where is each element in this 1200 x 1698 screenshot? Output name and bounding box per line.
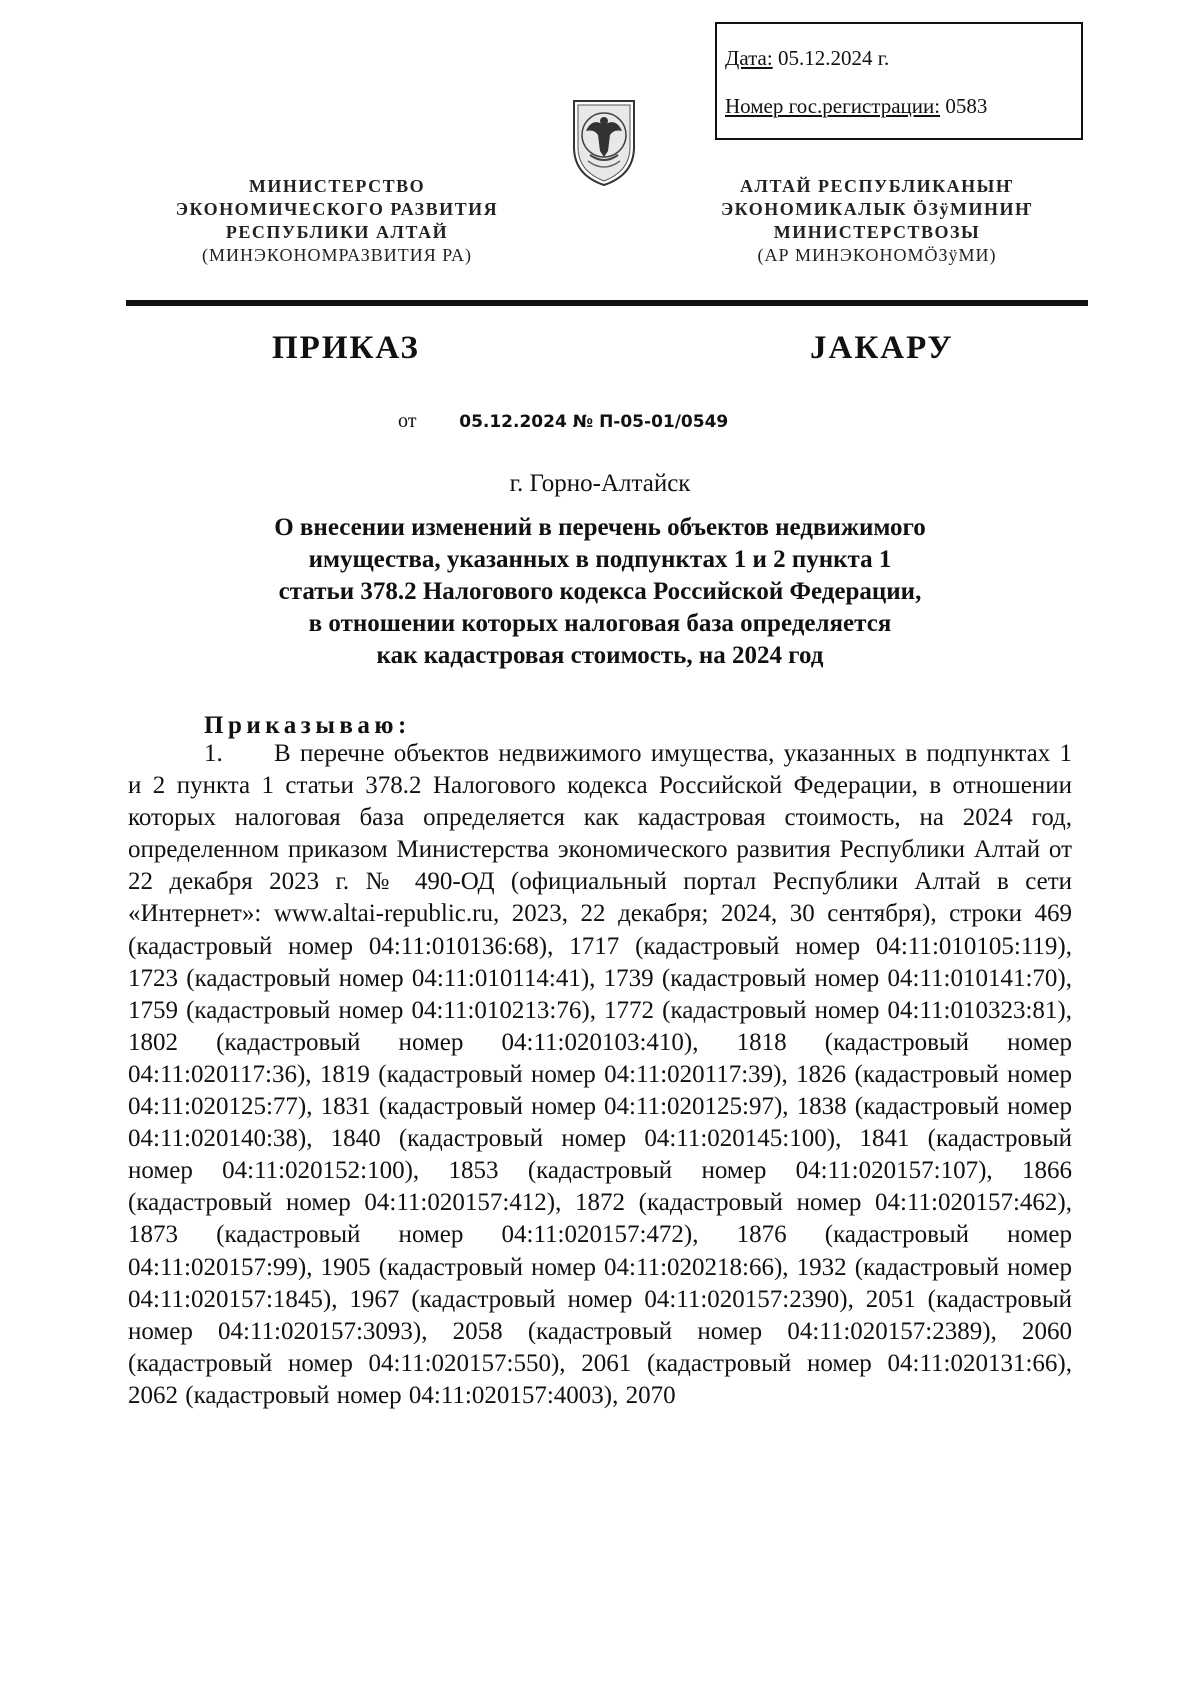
ministry-left-line2: ЭКОНОМИЧЕСКОГО РАЗВИТИЯ	[175, 199, 499, 219]
ministry-right-line2: ЭКОНОМИКАЛЫК ÖЗÿМИНИҤ	[720, 199, 1034, 219]
ministry-right-line1: АЛТАЙ РЕСПУБЛИКАНЫҤ	[740, 176, 1014, 196]
registration-stamp	[715, 22, 1083, 140]
ministry-right-line3: МИНИСТЕРСТВОЗЫ	[773, 222, 981, 242]
registration-number-value: 0583	[945, 94, 988, 118]
ministry-right-short: (АР МИНЭКОНОМÖЗÿМИ)	[757, 245, 997, 265]
registration-date-label: Дата:	[725, 46, 773, 70]
item-number: 1.	[204, 740, 223, 767]
ministry-left-line1: МИНИСТЕРСТВО	[248, 176, 426, 196]
decree-heading: Приказываю:	[204, 712, 411, 739]
ministry-name-altai	[697, 175, 1057, 267]
item-text: В перечне объектов недвижимого имущества, указанных в подпунктах 1 и 2 пункта 1 статьи 378.2 Налогового кодекса Российской Федерации, в отношении которых налоговая база определяется как кадастровая стоимость, на 2024 год, определенном приказом Министерства экономического развития Республики Алтай от 22 декабря 2023 г. № 490-ОД (официальный портал Республики Алтай в сети «Интернет»: www.altai-republic.ru, 2023, 22 декабря; 2024, 30 сентября), строки 469 (кадастровый номер 04:11:010136:68), 1717 (кадастровый номер 04:11:010105:119), 1723 (кадастровый номер 04:11:010114:41), 1739 (кадастровый номер 04:11:010141:70), 1759 (кадастровый номер 04:11:010213:76), 1772 (кадастровый номер 04:11:010323:81), 1802 (кадастровый номер 04:11:020103:410), 1818 (кадастровый номер 04:11:020117:36), 1819 (кадастровый номер 04:11:020117:39), 1826 (кадастровый номер 04:11:020125:77), 1831 (кадастровый номер 04:11:020125:97), 1838 (кадастровый номер 04:11:020140:38), 1840 (кадастровый номер 04:11:020145:100), 1841 (кадастровый номер 04:11:020152:100), 1853 (кадастровый номер 04:11:020157:107), 1866 (кадастровый номер 04:11:020157:412), 1872 (кадастровый номер 04:11:020157:462), 1873 (кадастровый номер 04:11:020157:472), 1876 (кадастровый номер 04:11:020157:99), 1905 (кадастровый номер 04:11:020218:66), 1932 (кадастровый номер 04:11:020157:1845), 1967 (кадастровый номер 04:11:020157:2390), 2051 (кадастровый номер 04:11:020157:3093), 2058 (кадастровый номер 04:11:020157:2389), 2060 (кадастровый номер 04:11:020157:550), 2061 (кадастровый номер 04:11:020131:66), 2062 (кадастровый номер 04:11:020157:4003), 2070	[128, 740, 1072, 1409]
title-line: в отношении которых налоговая база определяется	[308, 610, 892, 637]
title-line: О внесении изменений в перечень объектов недвижимого	[274, 514, 926, 541]
ministry-left-short: (МИНЭКОНОМРАЗВИТИЯ РА)	[202, 245, 472, 265]
header-divider	[126, 300, 1088, 306]
order-date-prefix: от	[398, 410, 417, 432]
ministry-name-russian	[157, 175, 517, 267]
registration-date	[725, 46, 889, 71]
title-line: имущества, указанных в подпунктах 1 и 2 пункта 1	[308, 546, 892, 573]
title-line: как кадастровая стоимость, на 2024 год	[376, 642, 824, 669]
ministry-left-line3: РЕСПУБЛИКИ АЛТАЙ	[225, 222, 449, 242]
city: г. Горно-Алтайск	[509, 470, 691, 497]
title-line: статьи 378.2 Налогового кодекса Российской Федерации,	[278, 578, 922, 605]
order-date-line	[398, 410, 728, 433]
order-number: 05.12.2024 № П-05-01/0549	[459, 412, 729, 432]
registration-number-label: Номер гос.регистрации:	[725, 94, 941, 118]
coat-of-arms-icon	[568, 95, 640, 187]
order-word-russian: ПРИКАЗ	[272, 330, 420, 366]
registration-date-value: 05.12.2024 г.	[777, 46, 890, 70]
order-word-altai: JАКАРУ	[810, 330, 954, 366]
registration-number	[725, 94, 987, 119]
document-title	[200, 512, 1000, 672]
body-paragraph	[128, 738, 1072, 1412]
